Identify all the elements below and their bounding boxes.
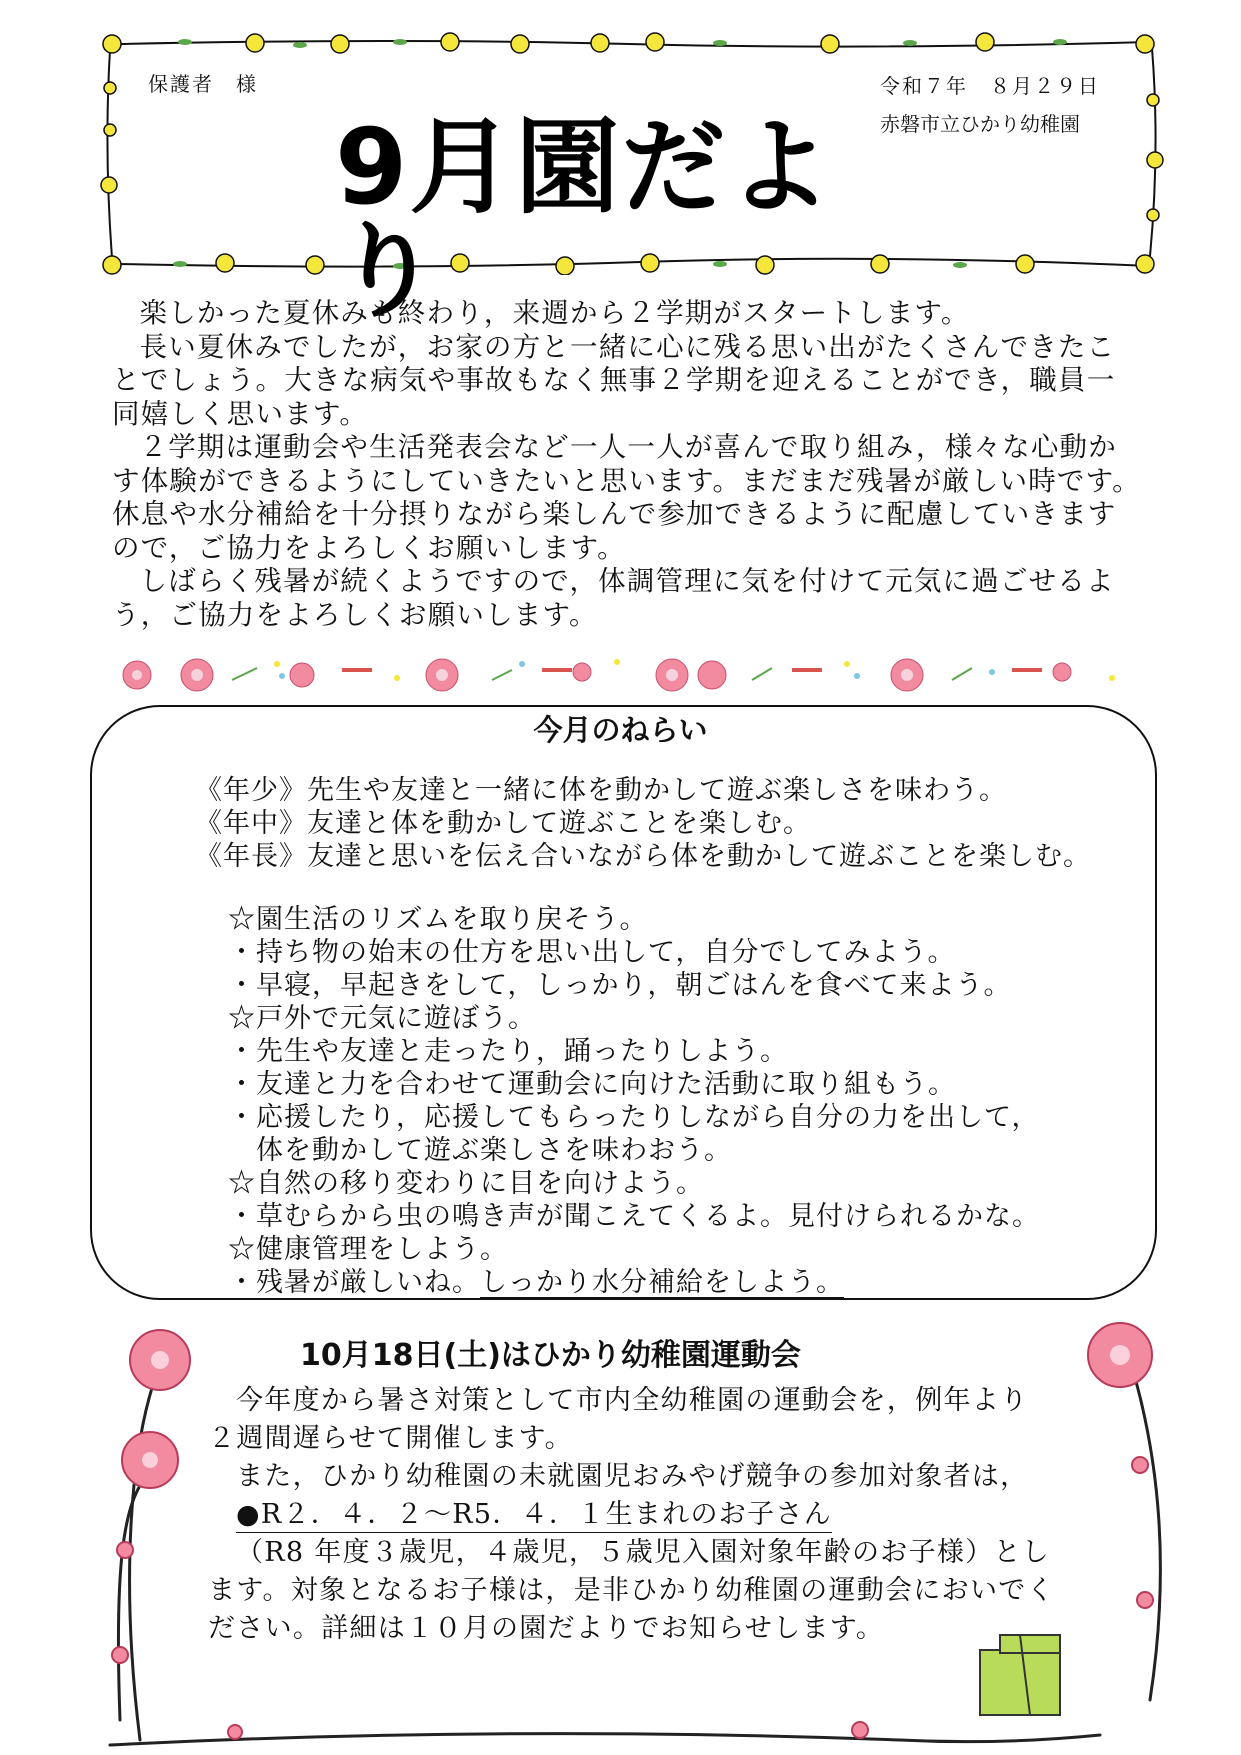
goals-title: 今月のねらい: [533, 713, 708, 747]
sports-day-line: （R8 年度３歳児，４歳児，５歳児入園対象年齢のお子様）とし: [236, 1537, 1051, 1568]
goal-age-group: 《年中》友達と体を動かして遊ぶことを楽しむ。: [195, 808, 811, 839]
goal-item-last-b: しっかり水分補給をしよう。: [480, 1267, 844, 1298]
goal-item: ☆自然の移り変わりに目を向けよう。: [228, 1168, 704, 1199]
sports-day-title: 10月18日(土)はひかり幼稚園運動会: [300, 1338, 801, 1373]
intro-section: [112, 297, 1142, 632]
goal-item-last-a: ・残暑が厳しいね。: [228, 1267, 480, 1298]
issue-date: 令和７年 ８月２９日: [880, 74, 1100, 98]
goal-item: ☆戸外で元気に遊ぼう。: [228, 1003, 536, 1034]
cosmos-dragonfly-border: [112, 650, 1132, 700]
newsletter-title: 9月園だより: [335, 106, 834, 332]
school-name: 赤磐市立ひかり幼稚園: [880, 112, 1080, 136]
sports-day-eligibility: [236, 1492, 832, 1531]
goal-item: ・友達と力を合わせて運動会に向けた活動に取り組もう。: [228, 1069, 956, 1100]
sports-day-line: ださい。詳細は１０月の園だよりでお知らせします。: [208, 1613, 885, 1644]
eligible-birthdates: ●R２．４．２～R5．４．１生まれのお子さん: [236, 1499, 832, 1533]
recipient-line: 保護者 様: [148, 72, 258, 96]
goal-item-last: [228, 1260, 844, 1299]
goal-item: ・草むらから虫の鳴き声が聞こえてくるよ。見付けられるかな。: [228, 1201, 1040, 1232]
goal-item: ☆園生活のリズムを取り戻そう。: [228, 904, 648, 935]
goal-item: ・先生や友達と走ったり，踊ったりしよう。: [228, 1036, 788, 1067]
intro-paragraph: しばらく残暑が続くようですので，体調管理に気を付けて元気に過ごせるよう，ご協力をよろしくお願いします。: [112, 565, 1115, 631]
goal-age-group: 《年長》友達と思いを伝え合いながら体を動かして遊ぶことを楽しむ。: [195, 841, 1091, 872]
goal-item: ・持ち物の始末の仕方を思い出して，自分でしてみよう。: [228, 937, 956, 968]
goal-age-group: 《年少》先生や友達と一緒に体を動かして遊ぶ楽しさを味わう。: [195, 775, 1007, 806]
sports-day-line: ２週間遅らせて開催します。: [208, 1423, 573, 1454]
intro-paragraph: ２学期は運動会や生活発表会など一人一人が喜んで取り組み，様々な心動かす体験ができるようにしていきたいと思います。まだまだ残暑が厳しい時です。休息や水分補給を十分摂りながら楽しんで参加できるように配慮していきますので，ご協力をよろしくお願いします。: [112, 431, 1141, 564]
intro-paragraph: 長い夏休みでしたが，お家の方と一緒に心に残る思い出がたくさんできたことでしょう。大きな病気や事故もなく無事２学期を迎えることができ，職員一同嬉しく思います。: [112, 330, 1116, 430]
goal-item: ・応援したり，応援してもらったりしながら自分の力を出して，: [228, 1102, 1040, 1133]
intro-paragraph: 楽しかった夏休みも終わり，来週から２学期がスタートします。: [139, 297, 970, 329]
goal-item: ☆健康管理をしよう。: [228, 1234, 508, 1265]
goal-item: 体を動かして遊ぶ楽しさを味わおう。: [228, 1135, 732, 1166]
goal-item: ・早寝，早起きをして，しっかり，朝ごはんを食べて来よう。: [228, 970, 1012, 1001]
sports-day-line: ます。対象となるお子様は，是非ひかり幼稚園の運動会においでく: [208, 1575, 1055, 1606]
sports-day-line: 今年度から暑さ対策として市内全幼稚園の運動会を，例年より: [236, 1385, 1029, 1416]
sports-day-line: また，ひかり幼稚園の未就園児おみやげ競争の参加対象者は，: [236, 1461, 1029, 1492]
